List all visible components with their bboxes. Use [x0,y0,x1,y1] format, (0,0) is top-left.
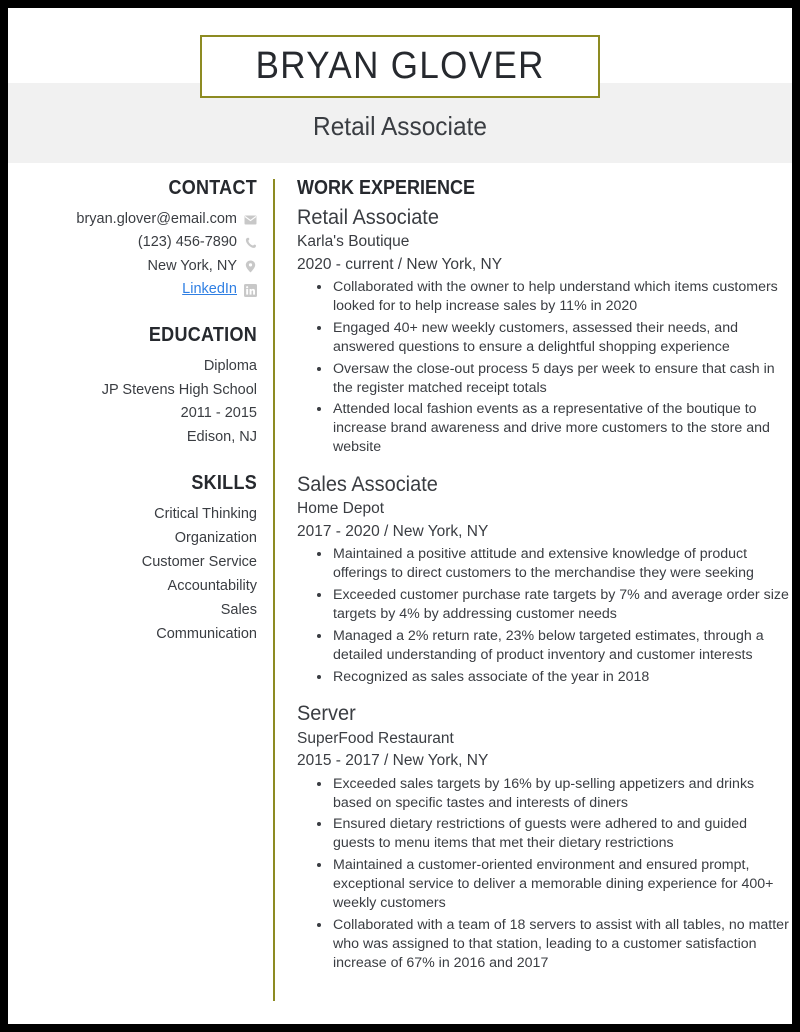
education-degree: Diploma [203,357,257,374]
contact-list [8,208,257,302]
map-pin-icon [244,260,257,274]
list-item: Collaborated with a team of 18 servers to assist with all tables, no matter who was assigned to that station, leading to a customer satisfaction increase of 67% in 2016 and 2017 [331,916,792,973]
contact-item-location [8,255,257,278]
job-company: SuperFood Restaurant [297,729,454,747]
page-title: BRYAN GLOVER [255,45,545,87]
list-item: Customer Service [141,553,257,570]
list-item: Managed a 2% return rate, 23% below targeted estimates, through a detailed understanding of product inventory and customer interests [331,627,792,665]
job-bullets [297,278,792,457]
job-dates-location: 2020 - current / New York, NY [297,255,503,273]
list-item: Recognized as sales associate of the year in 2018 [331,668,792,687]
contact-item-linkedin[interactable] [8,278,257,301]
education-section [8,324,257,450]
resume-header [8,8,792,163]
list-item: Organization [174,529,257,546]
list-item: Ensured dietary restrictions of guests were adhered to and guided guests to menu items that met their dietary restrictions [331,815,792,853]
list-item: Sales [220,601,257,618]
education-school: JP Stevens High School [101,381,257,398]
job-entry [297,204,792,457]
job-company: Home Depot [297,500,385,518]
education-heading: EDUCATION [148,323,257,346]
list-item: Communication [156,625,257,642]
job-entry [297,471,792,686]
skills-list [8,503,257,647]
contact-phone-text: (123) 456-7890 [137,234,237,251]
education-dates: 2011 - 2015 [180,405,257,422]
phone-icon [244,236,257,250]
linkedin-link[interactable]: LinkedIn [182,281,237,298]
list-item: Exceeded sales targets by 16% by up-selling appetizers and drinks based on specific tastes and interests of diners [331,775,792,813]
resume-body [8,163,792,1001]
list-item: Maintained a customer-oriented environment and ensured prompt, exceptional service to deliver a memorable dining experience for 400+ weekly customers [331,856,792,913]
resume-page [8,8,792,1024]
job-bullets [297,775,792,973]
contact-section [8,177,257,302]
contact-email-text: bryan.glover@email.com [76,211,237,227]
list-item: Exceeded customer purchase rate targets by 7% and average order size targets by 4% by addressing customer needs [331,586,792,624]
sidebar [8,177,273,1001]
job-company: Karla's Boutique [297,233,410,251]
list-item: Critical Thinking [154,506,257,522]
contact-location-text: New York, NY [147,257,237,274]
name-box [200,35,600,98]
education-location: Edison, NJ [186,429,257,446]
job-dates-location: 2017 - 2020 / New York, NY [297,522,489,540]
job-dates-location: 2015 - 2017 / New York, NY [297,752,489,770]
list-item: Oversaw the close-out process 5 days per week to ensure that cash in the register matched receipt totals [331,360,792,398]
skills-heading: SKILLS [191,472,257,494]
list-item: Accountability [167,577,257,594]
job-bullets [297,545,792,686]
job-role: Sales Associate [297,473,438,497]
main-content [275,177,792,1001]
list-item: Attended local fashion events as a representative of the boutique to increase brand awareness and drive more customers to the store and website [331,400,792,457]
job-role: Server [297,702,356,726]
work-experience-heading: WORK EXPERIENCE [297,177,476,199]
header-job-title: Retail Associate [313,111,487,141]
contact-item-email [8,208,257,231]
contact-item-phone [8,231,257,254]
list-item: Engaged 40+ new weekly customers, assessed their needs, and answered questions to ensure a delightful shopping experience [331,319,792,357]
job-entry [297,700,792,972]
list-item: Maintained a positive attitude and extensive knowledge of product offerings to direct customers to the merchandise they were seeking [331,545,792,583]
job-role: Retail Associate [297,206,439,229]
skills-section [8,472,257,647]
contact-heading: CONTACT [168,177,257,199]
list-item: Collaborated with the owner to help understand which items customers looked for to help increase sales by 11% in 2020 [331,278,792,316]
linkedin-icon[interactable] [244,283,257,297]
envelope-icon [244,213,257,227]
